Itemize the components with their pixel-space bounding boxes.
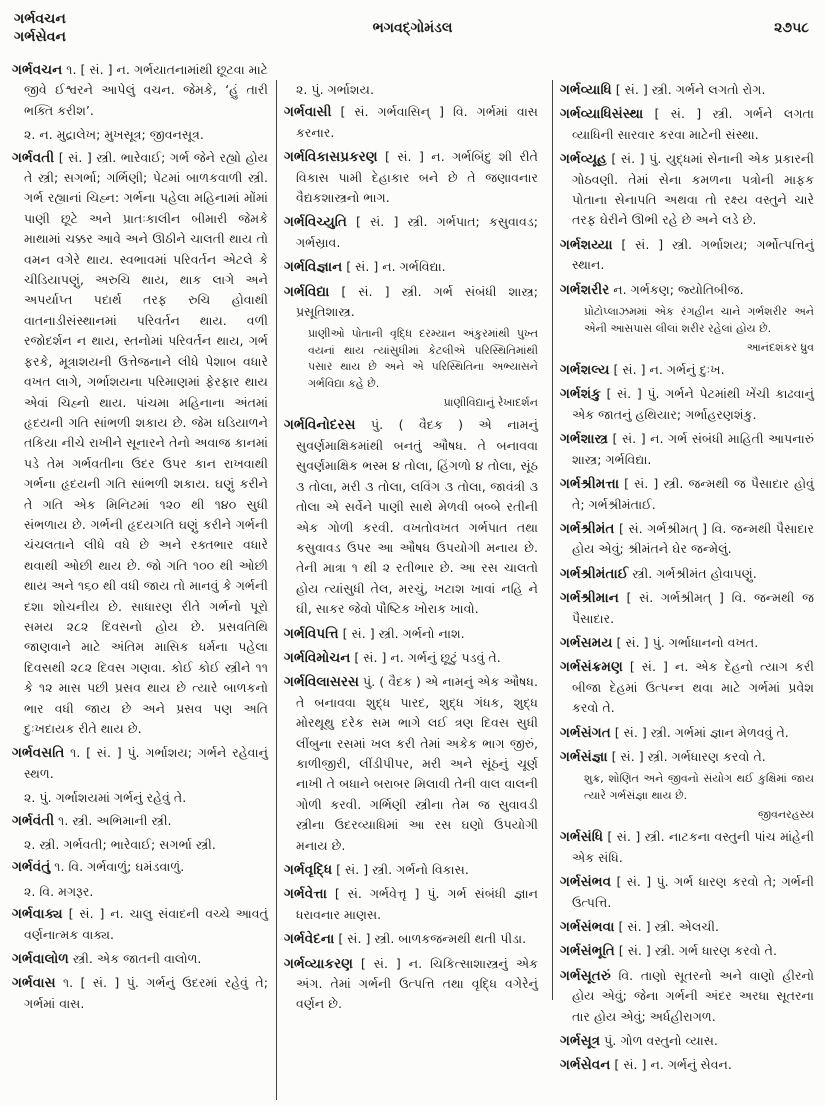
- headword: ગર્ભસમય: [560, 634, 613, 651]
- dictionary-entry: [284, 147, 538, 208]
- column-3: [560, 80, 814, 1080]
- quotation-source: જીવનરહસ્ય: [757, 808, 814, 822]
- headword: ગર્ભશાસ્ત્ર: [560, 431, 608, 448]
- column-2: [284, 80, 538, 1019]
- headword: ગર્ભવિનોદરસ: [284, 417, 356, 434]
- dictionary-entry: [12, 949, 268, 969]
- page-number: ૨૭૫૮: [774, 20, 809, 36]
- dictionary-entry: [560, 519, 814, 560]
- headword: ગર્ભવતી: [12, 149, 55, 166]
- definition: પું. ગોળ વસ્તુનો વ્યાસ.: [600, 1033, 718, 1049]
- headword: ગર્ભવાસી: [284, 104, 332, 121]
- column-divider: [552, 80, 553, 1000]
- headword: ગર્ભવૃદ્ધિ: [284, 862, 333, 878]
- quotation-source: પ્રાણીવિદ્યાનું રેખાદર્શન: [443, 396, 538, 410]
- headword: ગર્ભસંગત: [560, 724, 611, 741]
- dictionary-entry: [560, 360, 814, 380]
- headword: ગર્ભશરીર: [560, 281, 610, 298]
- definition: [ સં. ] સ્ત્રી. ગર્ભાશય; ગર્ભોત્પત્તિનું સ્થાન.: [572, 236, 814, 273]
- definition: [ સં. ] ન. ગર્ભનું સેવન.: [610, 1057, 732, 1073]
- dictionary-entry: [284, 257, 538, 277]
- dictionary-entry: [12, 60, 268, 121]
- definition: [ સં. ] પું. ગર્ભને પેટમાંથી ખેંચી કાઢવાનું એક જાતનું હથિયાર; ગર્ભાહરણશંકુ.: [572, 386, 814, 422]
- dictionary-entry: [284, 624, 538, 644]
- definition: [ સં. ગર્ભશ્રીમત્ ] વિ. જન્મથી જ પૈસાદાર.: [572, 590, 814, 626]
- headword: ગર્ભવંતું: [12, 859, 51, 876]
- definition: [ સં. ] સ્ત્રી. એલચી.: [614, 919, 720, 934]
- headword: ગર્ભશ્રીમંત: [560, 520, 615, 537]
- definition: [ સં. ] પું. યુદ્ધમાં સેનાની એક પ્રકારની ગોઠવણી. તેમાં સેના કમળના પત્રોની માફક પોતાના સેનાપતિ અથવા તો રક્ષ્ય વસ્તુને ચારે તરફ ઘેરીને ઊભી રહે છે અને લડે છે.: [572, 151, 814, 228]
- guide-word-last: ગર્ભસેવન: [14, 29, 66, 45]
- headword: ગર્ભવિચ્યુતિ: [284, 214, 347, 231]
- dictionary-entry: [560, 429, 814, 470]
- definition: [ સં. ] પું. ગર્ભ ધારણ કરવો તે; ગર્ભની ઉત્પત્તિ.: [572, 874, 814, 910]
- definition: [ સં. ] ન. ગર્ભબિંદુ શી રીતે વિકાસ પામી દેહાકાર બને છે તે જણાવનાર વૈદ્યકશાસ્ત્રનો ભાગ.: [296, 149, 538, 206]
- definition: [ સં. ગર્ભશ્રીમત્ ] વિ. જન્મથી પૈસાદાર હોય એવું; શ્રીમંતને ઘેર જન્મેલું.: [572, 520, 814, 557]
- headword: ગર્ભસંક્રમણ: [560, 659, 623, 676]
- headword: ગર્ભસૂતરું: [560, 967, 611, 984]
- headword: ગર્ભશય્યા: [560, 236, 613, 253]
- headword: ગર્ભવ્યાધિસંસ્થા: [560, 106, 644, 123]
- headword: ગર્ભવિપત્તિ: [284, 625, 339, 642]
- quotation-source: આનંદશંકર ધ્રુવ: [746, 341, 814, 355]
- dictionary-entry: [560, 872, 814, 913]
- headword: ગર્ભવેદના: [284, 931, 335, 948]
- dictionary-entry: [560, 1031, 814, 1051]
- dictionary-entry: [560, 723, 814, 743]
- dictionary-entry: [12, 743, 268, 784]
- dictionary-entry: [560, 235, 814, 276]
- dictionary-entry: [560, 149, 814, 231]
- dictionary-entry: [560, 588, 814, 629]
- headword: ગર્ભશલ્ય: [560, 362, 610, 379]
- dictionary-entry: [12, 973, 268, 1014]
- definition: [ સં. ] સ્ત્રી. ગર્ભ સંબંધી શાસ્ત્ર; પ્રસૂતિશાસ્ત્ર.: [296, 283, 538, 320]
- definition: [ સં. ] સ્ત્રી. જન્મથી જ પૈસાદાર હોવું તે; ગર્ભશ્રીમંતાઈ.: [572, 476, 814, 512]
- dictionary-entry: [284, 648, 538, 668]
- definition: સ્ત્રી. એક જાતની વાલોળ.: [68, 951, 202, 967]
- dictionary-entry: [284, 212, 538, 253]
- definition: પું. ( વૈદક ) એ નામનું એક ઔષધ. તે બનાવવા શુદ્ધ પારદ, શુદ્ધ ગંધક, શુદ્ધ મોરથૂથુ દરેક સમ ભાગે લઈ ત્રણ દિવસ સુધી લીંબુના રસમાં ખલ કરી તેમાં અકેક ભાગ જીરું, કાળીજીરી, લીંડીપીપર, મરી અને સૂંઠનું ચૂર્ણ નાખી તે બધાને બરાબર મિલાવી તેની વાલ વાલની ગોળી કરવી. ગર્ભિણી સ્ત્રીના તેમ જ સુવાવડી સ્ત્રીના ઉદરવ્યાધિમાં આ રસ ઘણો ઉપયોગી મનાય છે.: [296, 674, 538, 853]
- definition: [ સં. ] સ્ત્રી. ગર્ભધારણ કરવો તે.: [607, 748, 766, 764]
- definition: [ સં. ] સ્ત્રી. ભારેવાઈ; ગર્ભ જેને રહ્યો હોય તે સ્ત્રી; સગર્ભા; ગર્ભિણી; પેટમાં બાળકવાળી સ્ત્રી. ગર્ભ રહ્યાનાં ચિહ્ન: ગર્ભના પહેલા મહિનામાં મોંમાં પાણી છૂટે અને પ્રાતઃકાલીન બીમારી જેમકે માથામાં ચક્કર આવે અને ઊઠીને ચાલતી થાય તો વમન વગેરે થાય. સ્વભાવમાં પરિવર્તન એટલે કે ચીડિયાપણું, અરુચિ થાય, થાક લાગે અને અપર્યાપ્ત પદાર્થ તરફ રુચિ હોવાથી વાતનાડીસંસ્થાનમાં પરિવર્તન થાય. વળી રજોદર્શન ન થાય, સ્તનોમાં પરિવર્તન થાય, ગર્ભ ફરકે, મૂત્રાશયની ઉત્તેજનાને લીધે પેશાબ વધારે વખત લાગે, ગર્ભાશયના પરિમાણમાં ફેરફાર થાય એવાં ચિહ્નો થાય. પાંચમા મહિનાના અંતમાં હૃદયની ગતિ સાંભળી શકાય છે. જેમ ઘડિયાળને તકિયા નીચે રાખીને સૂનારને તેનો અવાજ કાનમાં પડે તેમ ગર્ભવતીના ઉદર ઉપર કાન રાખવાથી ગર્ભના હૃદયની ગતિ સાંભળી શકાય. ઘણું કરીને તે ગતિ એક મિનિટમાં ૧૨૦ થી ૧૪૦ સુધી સંભળાય છે. ગર્ભની હૃદયગતિ ઘણું કરીને ગર્ભની ચંચલતાને લીધે વધે છે અને રક્તભાર વધારે થવાથી ઓછી થાય છે. જો ગતિ ૧૦૦ થી ઓછી થાય અને ૧૬૦ થી વધી જાય તો માનવું કે ગર્ભની દશા શોચનીય છે. સાધારણ રીતે ગર્ભનો પૂરો સમય ૨૮૨ દિવસનો હોય છે. પ્રસવતિથિ જાણવાને માટે અંતિમ માસિક ધર્મના પહેલા દિવસથી ૨૮૨ દિવસ ગણવા. કોઈ કોઈ સ્ત્રીને ૧૧ કે ૧૨ માસ પછી પ્રસવ થાય છે ત્યારે બાળકનો ભાર વધી જાય છે અને પ્રસવ પણ અતિ દુઃખદાયક રીતે થાય છે.: [24, 149, 268, 736]
- headword: ગર્ભવિલાસરસ: [284, 674, 359, 691]
- dictionary-entry: [284, 929, 538, 949]
- dictionary-entry: [284, 672, 538, 856]
- headword: ગર્ભશંકુ: [560, 386, 601, 403]
- dictionary-entry: [284, 884, 538, 925]
- definition: ૧. વિ. ગર્ભવાળું; ઘમંડવાળું.: [50, 859, 185, 875]
- definition: [ સં. ] ન. ગર્ભવિદ્યા.: [342, 259, 446, 275]
- dictionary-entry: [560, 633, 814, 653]
- dictionary-entry: [560, 941, 814, 961]
- sense-definition: ૨. પું. ગર્ભાશય.: [296, 82, 374, 97]
- definition: વિ. તાણો સૂતરનો અને વાણો હીરનો હોય એવું; જેના ગર્ભની અંદર અરધા સૂતરના તાર હોય એવું; અર્ધહીરાગળ.: [572, 967, 814, 1024]
- quotation: પ્રોટોપ્લાઝમમાં એક રંગહીન ચાને ગર્ભશરીર અને એની આસપાસ લીલાં શરીર રહેલાં હોય છે.: [584, 305, 814, 335]
- definition: [ સં. ] સ્ત્રી. ગર્ભને લગતા વ્યાધિની સારવાર કરવા માટેની સંસ્થા.: [572, 106, 814, 142]
- dictionary-entry: [12, 857, 268, 877]
- headword: ગર્ભસંધિ: [560, 829, 604, 846]
- dictionary-entry: [12, 148, 268, 740]
- definition: ૧. [ સં. ] પું. ગર્ભનું ઉદરમાં રહેવું તે; ગર્ભમાં વાસ.: [24, 975, 268, 1011]
- definition: [ સં. ] સ્ત્રી. બાળકજન્મથી થતી પીડા.: [334, 931, 527, 947]
- headword: ગર્ભવાસ: [12, 975, 56, 992]
- dictionary-entry: [560, 1055, 814, 1075]
- definition: [ સં. ] પું. ગર્ભાધાનનો વખત.: [612, 634, 759, 650]
- sense-definition: ૨. સ્ત્રી. ગર્ભવતી; ભારેવાઈ; સગર્ભા સ્ત્રી.: [24, 837, 216, 853]
- dictionary-entry: [560, 917, 814, 937]
- definition: સ્ત્રી. ગર્ભશ્રીમંત હોવાપણું.: [628, 565, 757, 581]
- definition: ૧. સ્ત્રી. અભિમાની સ્ત્રી.: [54, 812, 172, 828]
- definition: [ સં. ] સ્ત્રી. ગર્ભપાત; કસુવાવડ; ગર્ભસ્રાવ.: [296, 214, 538, 250]
- headword: ગર્ભસૂત્ર: [560, 1033, 601, 1050]
- definition: [ સં. ] ન. ચિકિત્સાશાસ્ત્રનું એક અંગ. તેમાં ગર્ભની ઉત્પત્તિ તથા વૃદ્ધિ વગેરેનું વર્ણન છે.: [296, 955, 538, 1012]
- definition: ૧. [ સં. ] પું. ગર્ભાશય; ગર્ભને રહેવાનું સ્થળ.: [24, 745, 268, 781]
- definition: પું. ( વૈદક ) એ નામનું સુવર્ણમાક્ષિકમાંથી બનતું ઔષધ. તે બનાવવા સુવર્ણમાક્ષિક ભસ્મ ૪ તોલા, હિંગળો ૪ તોલા, સૂંઠ ૩ તોલા, મરી ૩ તોલા, લવિંગ ૩ તોલા, જાવંત્રી ૩ તોલા એ સર્વેને પાણી સાથે મેળવી બબ્બે રતીની એક ગોળી કરવી. વખતોવખત ગર્ભપાત તથા કસુવાવડ ઉપર આ ઔષધ ઉપયોગી મનાય છે. તેની માત્રા ૧ થી ૨ રતીભાર છે. આ રસ ચાલતો હોય ત્યાંસુધી તેલ, મરચું, ખટાશ ખાવાં નહિ ને ઘી, સાકર જેવો પૌષ્ટિક ખોરાક ખાવો.: [296, 417, 538, 617]
- headword: ગર્ભવિમોચન: [284, 649, 351, 666]
- headword: ગર્ભવ્યાકરણ: [284, 955, 353, 972]
- headword: ગર્ભવ્યાધિ: [560, 82, 612, 98]
- dictionary-entry: [560, 747, 814, 767]
- headword: ગર્ભસંભવા: [560, 919, 615, 935]
- headword: ગર્ભવિદ્યા: [284, 283, 330, 300]
- dictionary-entry: [284, 102, 538, 143]
- headword: ગર્ભવચન: [12, 62, 63, 78]
- guide-word-first: ગર્ભવચન: [14, 11, 66, 27]
- dictionary-entry: [284, 282, 538, 323]
- definition: [ સં. ] સ્ત્રી. ગર્ભનો વિકાસ.: [332, 862, 469, 877]
- definition: ૧. [ સં. ] ન. ગર્ભયાતનામાંથી છૂટવા માટે જીવે ઈશ્વરને આપેલું વચન. જેમકે, ‘હું તારી ભક્તિ કરીશ’.: [24, 62, 268, 118]
- headword: ગર્ભવાક્ય: [12, 906, 63, 923]
- dictionary-entry: [12, 904, 268, 945]
- definition: [ સં. ગર્ભવાસિન્ ] વિ. ગર્ભમાં વાસ કરનાર.: [296, 104, 538, 140]
- definition: [ સં. ] ન. ચાલુ સંવાદની વચ્ચે આવતું વર્ણનાત્મક વાક્ય.: [24, 906, 268, 942]
- definition: [ સં. ] ન. ગર્ભનું છૂટું પડવું તે.: [350, 649, 501, 665]
- definition: [ સં. ] સ્ત્રી. ગર્ભનો નાશ.: [338, 625, 465, 641]
- quotation: પ્રાણીઓ પોતાની વૃદ્ધિ દરમ્યાન અંકુરમાંથી પુખ્ત વયનાં થાય ત્યાંસુધીમાં કેટલીએ પરિસ્થિતિમાંથી પસાર થાય છે અને એ પરિસ્થિતિના અભ્યાસને ગર્ભવિદ્યા કહે છે.: [308, 327, 538, 390]
- dictionary-entry: [284, 860, 538, 880]
- headword: ગર્ભસંજ્ઞા: [560, 748, 608, 765]
- definition: [ સં. ] ન. એક દેહનો ત્યાગ કરી બીજા દેહમાં ઉત્પન્ન થવા માટે ગર્ભમાં પ્રવેશ કરવો તે.: [572, 659, 814, 716]
- definition: [ સં. ] ન. ગર્ભ સંબંધી માહિતી આપનારું શાસ્ત્ર; ગર્ભવિદ્યા.: [572, 431, 814, 467]
- headword: ગર્ભશ્રીમાન: [560, 590, 619, 607]
- dictionary-entry: [284, 954, 538, 1015]
- dictionary-entry: [560, 384, 814, 425]
- dictionary-entry: [560, 564, 814, 584]
- dictionary-entry: [560, 827, 814, 868]
- headword: ગર્ભસેવન: [560, 1057, 611, 1074]
- headword: ગર્ભશ્રીમંતાઈ: [560, 565, 629, 582]
- dictionary-entry: [560, 474, 814, 515]
- quotation: શુક્ર, શોણિત અને જીવનો સંયોગ થઈ કુક્ષિમાં જાય ત્યારે ગર્ભસંજ્ઞા થાય છે.: [584, 772, 814, 802]
- definition: [ સં. ] સ્ત્રી. ગર્ભમાં જ્ઞાન મેળવવું તે.: [610, 724, 789, 740]
- definition: [ સં. ] સ્ત્રી. ગર્ભ ધારણ કરવો તે.: [614, 943, 777, 959]
- dictionary-entry: [560, 80, 814, 100]
- dictionary-entry: [560, 104, 814, 145]
- headword: ગર્ભવંતી: [12, 812, 55, 829]
- headword: ગર્ભસંભૂતિ: [560, 943, 615, 960]
- sense-definition: ૨. પું. ગર્ભાશયમાં ગર્ભનું રહેવું તે.: [24, 790, 187, 806]
- column-1: [12, 60, 268, 1018]
- definition: [ સં. ] સ્ત્રી. નાટકના વસ્તુની પાંચ માંહેની એક સંધિ.: [572, 829, 814, 865]
- definition: ન. ગર્ભકણ; જ્યોતિબીજ.: [609, 281, 744, 297]
- headword: ગર્ભસંભવ: [560, 874, 612, 891]
- definition: [ સં. ] ન. ગર્ભનું દુઃખ.: [609, 362, 725, 378]
- column-divider: [276, 80, 277, 1100]
- page-title: ભગવદ્ગોમંડલ: [372, 20, 453, 36]
- dictionary-entry: [560, 966, 814, 1027]
- sense-definition: ૨. ન. મુદ્રાલેખ; મુખસૂત્ર; જીવનસૂત્ર.: [24, 127, 204, 143]
- dictionary-entry: [12, 811, 268, 831]
- headword: ગર્ભવ્યૂહ: [560, 151, 607, 168]
- headword: ગર્ભવેત્તા: [284, 886, 327, 903]
- dictionary-entry: [560, 280, 814, 300]
- dictionary-entry: [284, 415, 538, 619]
- headword: ગર્ભવિજ્ઞાન: [284, 259, 343, 276]
- sense-definition: ૨. વિ. મગરૂર.: [24, 883, 94, 899]
- headword: ગર્ભવિકાસપ્રકરણ: [284, 149, 378, 166]
- dictionary-entry: [560, 657, 814, 718]
- headword: ગર્ભવાલોળ: [12, 951, 69, 968]
- definition: [ સં. ગર્ભવેત્તૃ ] પું. ગર્ભ સંબંધી જ્ઞાન ધરાવનાર માણસ.: [296, 886, 538, 922]
- headword: ગર્ભવસતિ: [12, 745, 65, 762]
- definition: [ સં. ] સ્ત્રી. ગર્ભને લગતો રોગ.: [611, 82, 766, 97]
- headword: ગર્ભશ્રીમત્તા: [560, 476, 620, 493]
